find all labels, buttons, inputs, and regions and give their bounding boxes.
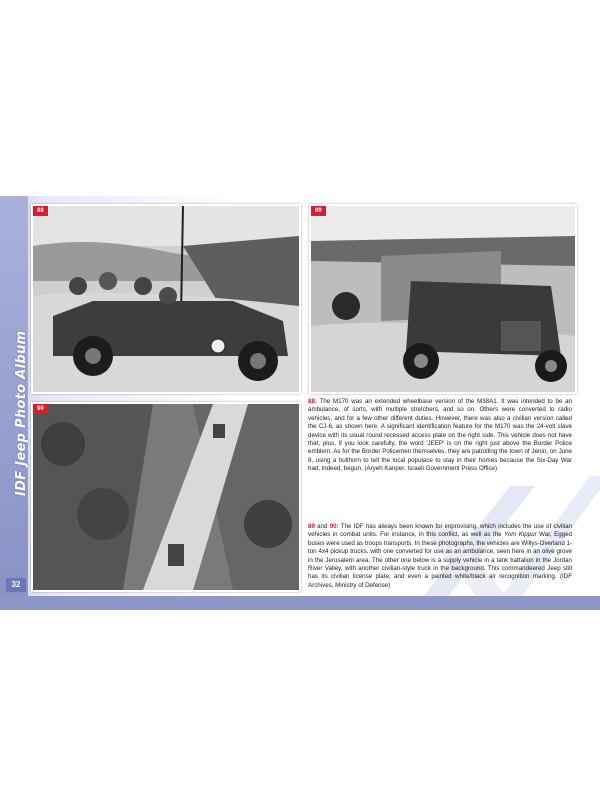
photo-90 [31, 402, 301, 592]
photo-number-badge: 88 [33, 206, 48, 216]
photo-number-badge: 90 [33, 404, 48, 414]
caption-conjunction: and [314, 523, 330, 530]
caption-88 [308, 398, 572, 474]
caption-89-90 [308, 523, 572, 590]
jeep-patrol-image [33, 206, 299, 392]
photo-89 [309, 204, 577, 394]
book-title: IDF Jeep Photo Album [14, 330, 29, 496]
caption-text: War, Egged buses were used as troops transports. In these photographs, the vehicles are Willys-Overland 1-ton 4x4 pickup trucks, with one converted for use as an ambulance, seen here in an olive grove in the Jerusalem area. The other one below is a supply vehicle in a tank battalion in the Jordan River Valley, with another civilian-style truck in the background. This commandeered Jeep still has its civilian license plate, and even a painted white/black air recognition marking. (IDF Archives, Ministry of Defense) [308, 531, 572, 589]
road-convoy-image [33, 404, 299, 590]
caption-text: The IDF has always been known for improvising, which includes the use of civilian vehicles in combat units. For instance, in this conflict, as well as the [308, 523, 573, 539]
photo-88 [31, 204, 301, 394]
caption-number: 89 [308, 523, 315, 530]
page-number: 32 [6, 578, 26, 592]
pickup-truck-image [311, 206, 575, 392]
page-bottom-band [0, 596, 600, 610]
book-page [0, 196, 600, 610]
photo-number-badge: 89 [311, 206, 326, 216]
caption-text: The M170 was an extended wheelbase version of the M38A1. It was intended to be an ambulance, of sorts, with multiple stretchers, and so on. Others were converted to radio vehicles, and for a few other different duties. However, there was also a civilian version called the CJ-6, as shown here. A significant identification feature for the M170 was the 24-volt slave device with its usual round recessed access plate on the right side. This vehicle does not have that, plus, if you look carefully, the word 'JEEP' is on the right just above the Border Police emblem. As for the Border Policemen themselves, they are patrolling the town of Jenin, on June 8, using a bullhorn to tell the local populace to stay in their homes because the Six-Day War had, indeed, begun. (Aryeh Kanper, Israeli Government Press Office) [308, 398, 572, 473]
caption-italic: Yom Kippur [503, 531, 537, 539]
caption-number: 90: [329, 523, 339, 530]
caption-number: 88: [308, 398, 317, 405]
